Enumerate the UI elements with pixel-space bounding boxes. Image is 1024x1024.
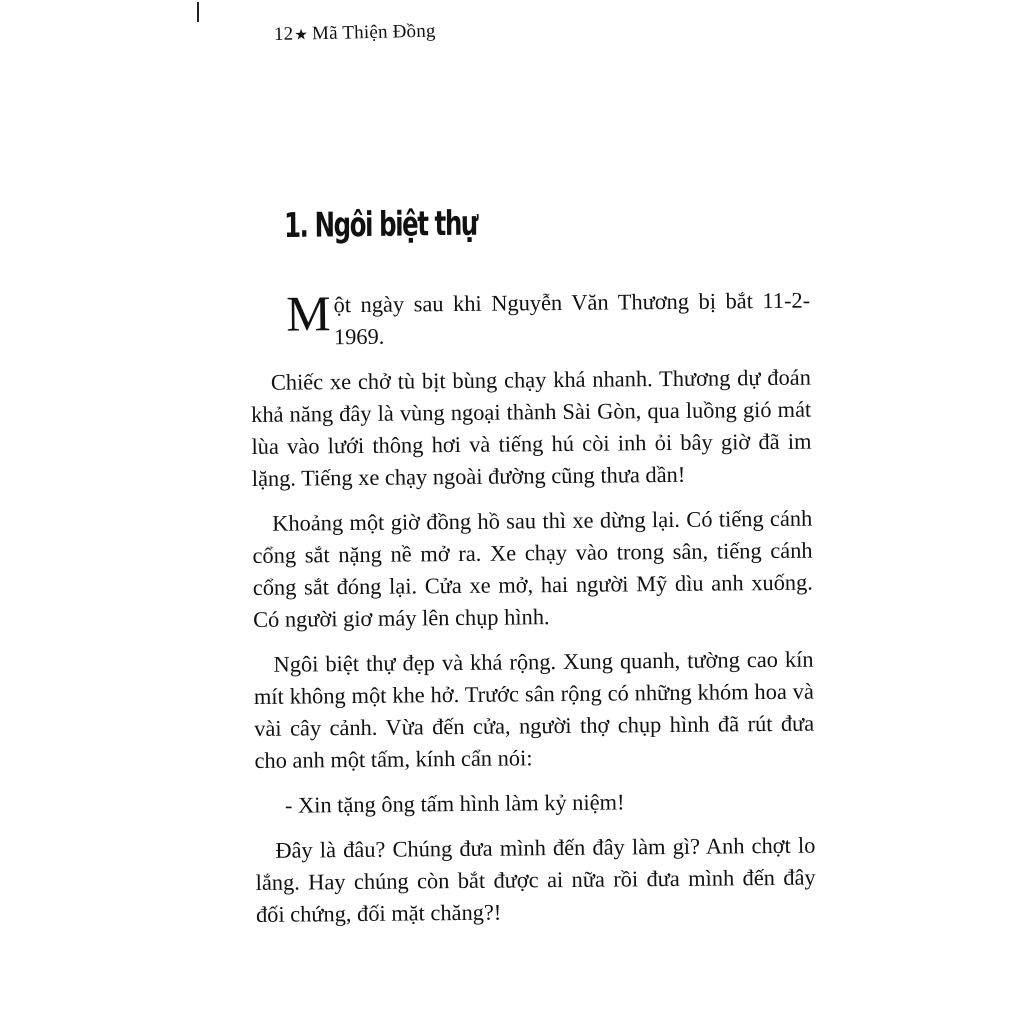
chapter-body <box>250 285 816 944</box>
page-edge-mark <box>197 2 199 22</box>
paragraph-arrival: Khoảng một giờ đồng hồ sau thì xe dừng lại. Có tiếng cánh cổng sắt nặng nề mở ra. Xe chạy vào trong sân, tiếng cánh cổng sắt đóng lại. Cửa xe mở, hai người Mỹ dìu anh xuống. Có người giơ máy lên chụp hình. <box>252 505 813 632</box>
author-name: Mã Thiện Đồng <box>311 20 436 45</box>
paragraph-dialogue: - Xin tặng ông tấm hình làm kỷ niệm! <box>284 789 625 818</box>
drop-cap: M <box>285 285 331 342</box>
paragraph-opening-text: ột ngày sau khi Nguyễn Văn Thương bị bắt 11-2-1969. <box>333 287 811 350</box>
paragraph-villa: Ngôi biệt thự đẹp và khá rộng. Xung quanh, tường cao kín mít không một khe hở. Trước sân rộng có những khóm hoa và vài cây cảnh. Vừa đến cửa, người thợ chụp hình đã rút đưa cho anh một tấm, kính cẩn nói: <box>253 646 815 773</box>
paragraph-worry: Đây là đâu? Chúng đưa mình đến đây làm gì? Anh chợt lo lắng. Hay chúng còn bắt được ai nữa rồi đưa mình đến đây đối chứng, đối mặt chăng?! <box>255 832 816 927</box>
star-icon: ★ <box>294 25 309 44</box>
paragraph-prison-van: Chiếc xe chở tù bịt bùng chạy khá nhanh. Thương dự đoán khả năng đây là vùng ngoại thành Sài Gòn, qua luồng gió mát lùa vào lưới thông hơi và tiếng hú còi inh ỏi bây giờ đã im lặng. Tiếng xe chạy ngoài đường cũng thưa dần! <box>251 364 812 491</box>
page-number: 12 <box>273 23 294 45</box>
running-header <box>274 21 436 46</box>
paragraph-opening <box>250 285 811 354</box>
chapter-title: 1. Ngôi biệt thự <box>283 203 477 246</box>
